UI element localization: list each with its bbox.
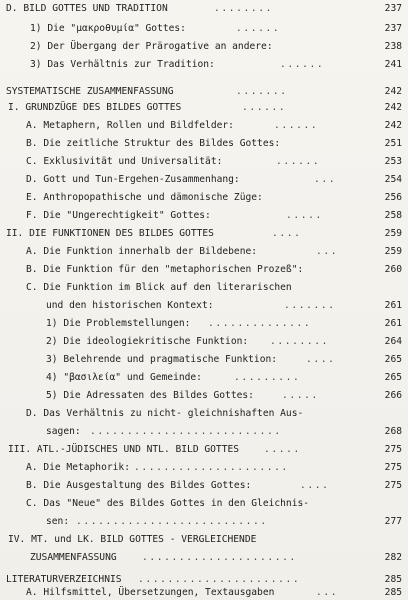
toc-entry-page: 256	[384, 192, 402, 203]
toc-entry-page: 261	[384, 318, 402, 329]
toc-entry	[0, 135, 408, 153]
leader-dots: ...	[316, 587, 339, 598]
toc-entry	[0, 369, 408, 387]
toc-entry	[0, 477, 408, 495]
toc-entry-title: sagen:	[46, 426, 81, 437]
leader-dots: ....	[306, 354, 336, 365]
toc-entry	[0, 38, 408, 56]
leader-dots: ......	[274, 120, 319, 131]
toc-entry-title: B. Die zeitliche Struktur des Bildes Gottes:	[26, 138, 281, 149]
leader-dots: ....	[300, 480, 330, 491]
toc-entry-title: 3) Das Verhältnis zur Tradition:	[30, 59, 215, 70]
toc-entry	[0, 153, 408, 171]
toc-entry-title: und den historischen Kontext:	[46, 300, 214, 311]
leader-dots: ......................	[138, 574, 301, 585]
toc-entry	[0, 333, 408, 351]
toc-entry	[0, 279, 408, 297]
toc-entry	[0, 315, 408, 333]
toc-entry-page: 282	[384, 552, 402, 563]
toc-entry-page: 253	[384, 156, 402, 167]
toc-entry-page: 251	[384, 138, 402, 149]
toc-entry-title: 4) "βασιλεία" und Gemeinde:	[46, 372, 202, 383]
toc-entry-page: 254	[384, 174, 402, 185]
toc-entry-title: IV. MT. und LK. BILD GOTTES - VERGLEICHENDE	[8, 534, 257, 545]
toc-entry	[0, 405, 408, 423]
leader-dots: .....	[264, 444, 301, 455]
leader-dots: ....	[272, 228, 302, 239]
toc-entry-title: II. DIE FUNKTIONEN DES BILDES GOTTES	[6, 228, 214, 239]
leader-dots: ........	[214, 3, 274, 14]
toc-entry-page: 285	[384, 574, 402, 585]
toc-entry	[0, 441, 408, 459]
toc-entry-title: 5) Die Adressaten des Bildes Gottes:	[46, 390, 254, 401]
leader-dots: ...	[314, 174, 337, 185]
toc-entry-page: 237	[384, 23, 402, 34]
toc-entry	[0, 423, 408, 441]
toc-entry	[0, 513, 408, 531]
toc-entry-title: F. Die "Ungerechtigkeit" Gottes:	[26, 210, 211, 221]
toc-entry-page: 259	[384, 228, 402, 239]
toc-entry	[0, 243, 408, 261]
toc-entry	[0, 387, 408, 405]
toc-entry-title: LITERATURVERZEICHNIS	[6, 574, 122, 585]
toc-entry-page: 264	[384, 336, 402, 347]
toc-entry-page: 265	[384, 372, 402, 383]
leader-dots: .......	[236, 86, 288, 97]
toc-entry-title: 3) Belehrende und pragmatische Funktion:	[46, 354, 278, 365]
leader-dots: .........	[234, 372, 301, 383]
toc-entry	[0, 207, 408, 225]
leader-dots: .......	[284, 300, 336, 311]
toc-entry-title: I. GRUNDZÜGE DES BILDES GOTTES	[8, 102, 182, 113]
toc-entry	[0, 20, 408, 38]
toc-entry-title: A. Metaphern, Rollen und Bildfelder:	[26, 120, 234, 131]
toc-entry-page: 266	[384, 390, 402, 401]
toc-entry-page: 268	[384, 426, 402, 437]
toc-entry-title: E. Anthropopathische und dämonische Züge:	[26, 192, 263, 203]
toc-entry	[0, 297, 408, 315]
toc-entry	[0, 531, 408, 549]
toc-entry	[0, 171, 408, 189]
leader-dots: ..........................	[90, 426, 282, 437]
leader-dots: ......	[236, 23, 281, 34]
leader-dots: ......	[280, 59, 325, 70]
leader-dots: .....................	[134, 462, 289, 473]
toc-entry-title: D. Das Verhältnis zu nicht- gleichnishaften Aus-	[26, 408, 304, 419]
toc-entry-title: B. Die Funktion für den "metaphorischen Prozeß":	[26, 264, 304, 275]
toc-entry-page: 242	[384, 86, 402, 97]
toc-entry	[0, 56, 408, 74]
toc-entry-title: D. Gott und Tun-Ergehen-Zusammenhang:	[26, 174, 240, 185]
toc-entry	[0, 261, 408, 279]
toc-entry-title: D. BILD GOTTES UND TRADITION	[6, 3, 168, 14]
toc-entry-page: 242	[384, 120, 402, 131]
toc-entry-page: 242	[384, 102, 402, 113]
toc-entry-page: 275	[384, 444, 402, 455]
toc-entry-page: 258	[384, 210, 402, 221]
leader-dots: ........	[270, 336, 330, 347]
leader-dots: ......	[276, 156, 321, 167]
toc-entry-title: B. Die Ausgestaltung des Bildes Gottes:	[26, 480, 252, 491]
toc-entry-page: 261	[384, 300, 402, 311]
toc-entry	[0, 117, 408, 135]
toc-entry-page: 285	[384, 587, 402, 598]
toc-entry	[0, 351, 408, 369]
toc-entry-title: III. ATL.-JÜDISCHES UND NTL. BILD GOTTES	[8, 444, 240, 455]
toc-entry-title: A. Hilfsmittel, Übersetzungen, Textausgaben	[26, 587, 275, 598]
toc-entry-title: 2) Der Übergang der Prärogative an andere:	[30, 41, 273, 52]
toc-entry-page: 275	[384, 480, 402, 491]
toc-entry	[0, 189, 408, 207]
toc-entry-title: sen:	[46, 516, 70, 527]
toc-entry-page: 259	[384, 246, 402, 257]
leader-dots: .....................	[142, 552, 297, 563]
toc-entry	[0, 459, 408, 477]
toc-entry	[0, 495, 408, 513]
toc-entry	[0, 99, 408, 117]
leader-dots: ..........................	[76, 516, 268, 527]
toc-entry	[0, 0, 408, 18]
toc-entry-page: 237	[384, 3, 402, 14]
toc-entry	[0, 549, 408, 567]
toc-entry-page: 241	[384, 59, 402, 70]
leader-dots: ..............	[208, 318, 312, 329]
leader-dots: ......	[242, 102, 287, 113]
toc-entry-title: ZUSAMMENFASSUNG	[30, 552, 117, 563]
toc-entry-title: 2) Die ideologiekritische Funktion:	[46, 336, 249, 347]
toc-entry-title: C. Exklusivität und Universalität:	[26, 156, 223, 167]
toc-entry-title: 1) Die Problemstellungen:	[46, 318, 191, 329]
leader-dots: ...	[316, 246, 339, 257]
toc-entry-page: 275	[384, 462, 402, 473]
toc-entry-page: 238	[384, 41, 402, 52]
toc-entry-page: 265	[384, 354, 402, 365]
toc-entry-title: A. Die Metaphorik:	[26, 462, 130, 473]
toc-entry-title: 1) Die "μακροθυμία" Gottes:	[30, 23, 186, 34]
leader-dots: .....	[282, 390, 319, 401]
leader-dots: .....	[286, 210, 323, 221]
toc-entry-page: 277	[384, 516, 402, 527]
toc-entry-title: C. Das "Neue" des Bildes Gottes in den Gleichnis-	[26, 498, 310, 509]
toc-entry	[0, 225, 408, 243]
toc-entry-page: 260	[384, 264, 402, 275]
toc-entry-title: SYSTEMATISCHE ZUSAMMENFASSUNG	[6, 86, 174, 97]
toc-entry-title: C. Die Funktion im Blick auf den literarischen	[26, 282, 292, 293]
toc-entry-title: A. Die Funktion innerhalb der Bildebene:	[26, 246, 258, 257]
